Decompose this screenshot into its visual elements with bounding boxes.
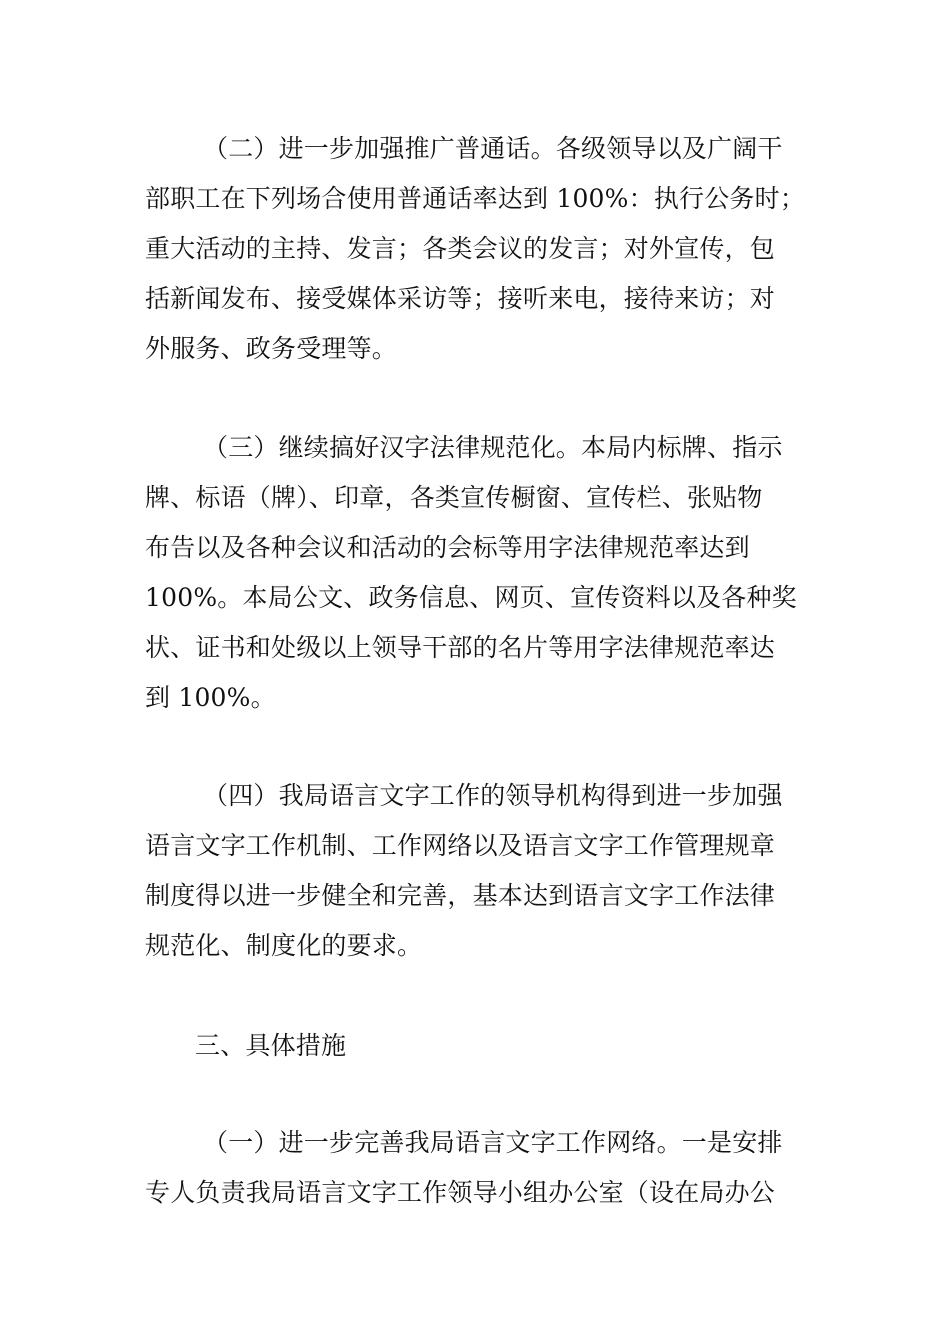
- paragraph-line: 部职工在下列场合使用普通话率达到 100%：执行公务时；: [145, 184, 806, 213]
- paragraph-line: 专人负责我局语言文字工作领导小组办公室（设在局办公: [145, 1178, 776, 1207]
- paragraph-hanzi-standard: [145, 423, 810, 723]
- paragraph-line: 规范化、制度化的要求。: [145, 931, 423, 960]
- paragraph-line: 外服务、政务受理等。: [145, 334, 398, 363]
- paragraph-line: 制度得以进一步健全和完善，基本达到语言文字工作法律: [145, 881, 776, 910]
- paragraph-network: [145, 1118, 810, 1218]
- paragraph-line: 重大活动的主持、发言；各类会议的发言；对外宣传，包: [145, 234, 776, 263]
- paragraph-leadership: [145, 771, 810, 971]
- paragraph-line: （四）我局语言文字工作的领导机构得到进一步加强: [203, 781, 783, 810]
- paragraph-line: 到 100%。: [145, 683, 276, 712]
- paragraph-line: 语言文字工作机制、工作网络以及语言文字工作管理规章: [145, 831, 776, 860]
- paragraph-line: 布告以及各种会议和活动的会标等用字法律规范率达到: [145, 533, 750, 562]
- paragraph-line: （三）继续搞好汉字法律规范化。本局内标牌、指示: [203, 433, 783, 462]
- paragraph-line: （二）进一步加强推广普通话。各级领导以及广阔干: [203, 134, 783, 163]
- paragraph-line: （一）进一步完善我局语言文字工作网络。一是安排: [203, 1128, 783, 1157]
- paragraph-line: 牌、标语（牌）、印章，各类宣传橱窗、宣传栏、张贴物: [145, 483, 763, 512]
- section-heading: [145, 1021, 810, 1071]
- paragraph-line: 括新闻发布、接受媒体采访等；接听来电，接待来访；对: [145, 284, 776, 313]
- paragraph-line: 100%。本局公文、政务信息、网页、宣传资料以及各种奖: [145, 583, 797, 612]
- paragraph-line: 状、证书和处级以上领导干部的名片等用字法律规范率达: [145, 633, 776, 662]
- section-title: 三、具体措施: [195, 1031, 347, 1060]
- paragraph-putonghua: [145, 124, 810, 374]
